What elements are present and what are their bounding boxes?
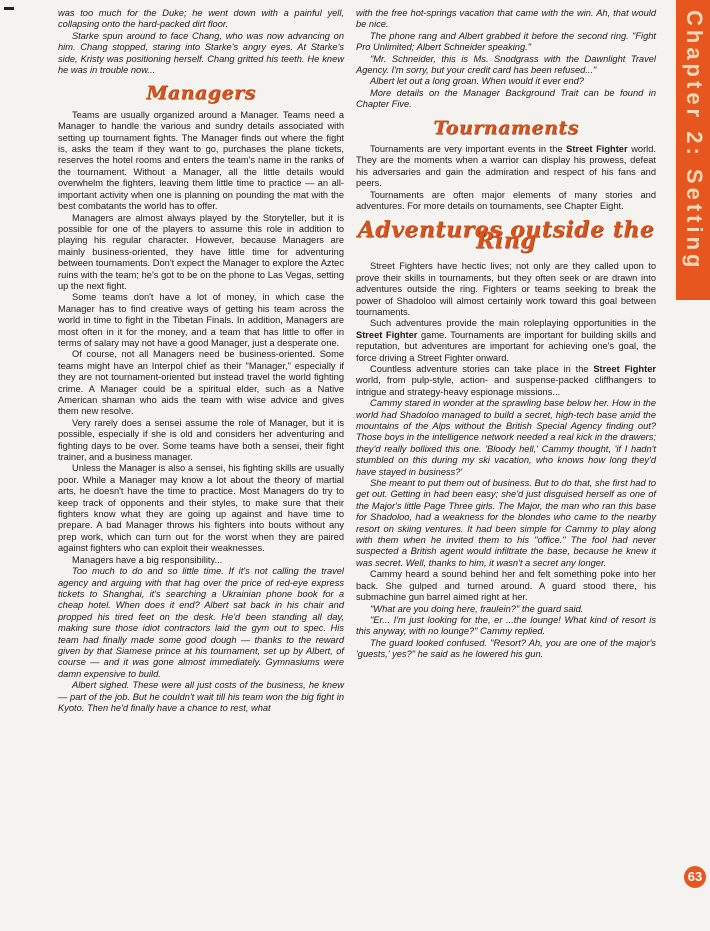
paragraph: Starke spun around to face Chang, who was now advancing on him. Chang stopped, staring into Starke's angry eyes. At Starke's side, Kristy was positioning herself. Chang gritted his teeth. He knew he was in trouble now... bbox=[58, 30, 344, 76]
text-run: Countless adventure stories can take place in the bbox=[370, 363, 594, 374]
paragraph: was too much for the Duke; he went down with a painful yell, collapsing onto the hard-packed dirt floor. bbox=[58, 8, 344, 30]
page-number-badge: 63 bbox=[684, 866, 706, 888]
paragraph: More details on the Manager Background Trait can be found in Chapter Five. bbox=[356, 87, 656, 110]
section-heading-managers: Managers bbox=[146, 82, 256, 105]
paragraph: Tournaments are often major elements of many stories and adventures. For more details on tournaments, see Chapter Eight. bbox=[356, 189, 656, 212]
paragraph: Street Fighters have hectic lives; not only are they called upon to prove their skills in tournaments, but they often seek or are drawn into adventures outside the ring. Fighters or teams seeking to break the power of Shadoloo will almost certainly work toward this goal between tournaments. bbox=[356, 261, 656, 317]
right-column bbox=[356, 8, 656, 661]
paragraph: Too much to do and so little time. If it's not calling the travel agency and arguing with that hag over the price of red-eye express tickets to Shanghai, it's searching a Ukrainian phone book for a cheap hotel. When does it end? Albert sat back in his chair and propped his tired feet on the desk. He'd been standing all day, making sure those idiot contractors laid the gym out to spec. His team had finally made some good dough — thanks to the reward given by that Siamese prince at his tournament, set up by Albert, of course — and it was gone almost immediately. Gymnasiums were damn expensive to build. bbox=[58, 566, 344, 679]
paragraph: with the free hot-springs vacation that came with the win. Ah, that would be nice. bbox=[356, 8, 656, 30]
game-title: Street Fighter bbox=[566, 144, 628, 155]
paragraph: Albert sighed. These were all just costs of the business, he knew — part of the job. But he couldn't wait till his team won the big fight in Kyoto. Then he'd finally have a chance to rest, what bbox=[58, 680, 344, 713]
paragraph: Of course, not all Managers need be business-oriented. Some teams might have an Interpol chief as their "Manager," especially if they are not tournament-oriented but instead travel the world fighting crime. A Manager could be a spiritual elder, such as a Native American shaman who aids the team with wise advice and gives them new resolve. bbox=[58, 349, 344, 417]
chapter-tab bbox=[676, 0, 710, 300]
paragraph: "Er... I'm just looking for the, er ...the lounge! What kind of resort is this anyway, with no lounge?" Cammy replied. bbox=[356, 614, 656, 637]
section-heading-adventures: Adventures outside the Ring bbox=[357, 216, 655, 254]
paragraph bbox=[356, 144, 656, 190]
section-heading-tournaments: Tournaments bbox=[433, 116, 579, 139]
paragraph: She meant to put them out of business. But to do that, she first had to get out. Getting in had been easy; she'd just disguised herself as one of the Major's little Page Three girls. The Major, the man who ran this base for Shadoloo, had a weakness for the blondes who came to the nearby resort on skiing ventures. It had been simple for Cammy to play along with them when he invited them to his "office." The fool had never suspected a British agent would infiltrate the base, because he knew it was secret. Well, thanks to him, it wasn't a secret any longer. bbox=[356, 478, 656, 568]
paragraph: Teams are usually organized around a Manager. Teams need a Manager to handle the various and sundry details associated with setting up tournament fights. The Manager finds out where the fight is, asks the team if they want to go, purchases the plane tickets, reserves the hotel rooms and enters the team's name in the ranks of the tournament. Without a Manager, all the little details would overwhelm the fighters, leaving them little time to practice — an all-important activity when one is planning on pounding the mat with the best combatants the world has to offer. bbox=[58, 109, 344, 212]
paragraph: Some teams don't have a lot of money, in which case the Manager has to find creative ways of getting his team across the world in time to fight in the Tibetan Finals. In addition, Managers are most often in it for the money, and a team that has little to offer in terms of salary may not have a good Manager, just a desperate one. bbox=[58, 292, 344, 348]
game-title: Street Fighter bbox=[356, 329, 418, 340]
paragraph: The phone rang and Albert grabbed it before the second ring. "Fight Pro Unlimited; Albert Schneider speaking." bbox=[356, 30, 656, 53]
text-run: game. Tournaments are important for building skills and reputation, but adventures are important for achieving one's goal, the force driving a Street Fighter onward. bbox=[356, 329, 656, 363]
paragraph: Managers have a big responsibility... bbox=[72, 554, 223, 565]
text-run: Tournaments are very important events in the bbox=[370, 144, 567, 155]
paragraph: "What are you doing here, fraulein?" the guard said. bbox=[370, 603, 584, 614]
margin-mark: ▬ bbox=[4, 2, 14, 13]
left-column bbox=[58, 8, 344, 714]
paragraph: Very rarely does a sensei assume the role of Manager, but it is possible, especially if she is old and considers her adventuring and fighting days to be over. Some teams have both a sensei, their fight trainer, and a business manager. bbox=[58, 417, 344, 463]
text-run: world, from pulp-style, action- and suspense-packed cliffhangers to intrigue and strategy-heavy espionage missions... bbox=[356, 375, 656, 397]
paragraph: Albert let out a long groan. When would it ever end? bbox=[370, 76, 584, 87]
text-run: Such adventures provide the main roleplaying opportunities in the bbox=[370, 318, 656, 329]
paragraph: Cammy stared in wonder at the sprawling base below her. How in the world had Shadoloo managed to build a secret, high-tech base amid the mountains of the Alps without the British Special Agency finding out? Those boys in the intelligence network needed a real kick in the drawers; they'd really bollixed this one. 'Bloody hell,' Cammy thought, 'if I hadn't stumbled on this during my ski vacation, who knows how long they'd have stayed in business?' bbox=[356, 398, 656, 477]
text-run: world. They are the moments when a warrior can display his prowess, defeat his adversaries and gain the admiration and respect of his fans and peers. bbox=[356, 144, 656, 189]
paragraph: Managers are almost always played by the Storyteller, but it is possible for one of the players to assume this role in addition to playing his regular character. However, because Managers are mainly business-oriented, they have little time for adventuring between tournaments. Don't expect the Manager to explore the Aztec ruins with the team; he's got to be on the phone to Las Vegas, setting up the next fight. bbox=[58, 212, 344, 291]
game-title: Street Fighter bbox=[593, 363, 656, 374]
paragraph bbox=[356, 364, 656, 398]
paragraph: "Mr. Schneider, this is Ms. Snodgrass with the Dawnlight Travel Agency. I'm sorry, but your credit card has been refused..." bbox=[356, 53, 656, 76]
chapter-tab-label: Chapter 2: Setting bbox=[682, 10, 707, 272]
paragraph: Unless the Manager is also a sensei, his fighting skills are usually poor. While a Manager may know a lot about the theory of martial arts, he doesn't have the time to practice. Most Managers do try to keep track of opponents and their styles, to make sure that their fighters know what they are going up against and have time to prepare. A bad Manager throws his fighters into bouts without any prep work, which can turn out for the worst when they are paired against fighters who can exploit their weaknesses. bbox=[58, 463, 344, 554]
paragraph: The guard looked confused. "Resort? Ah, you are one of the major's 'guests,' yes?" he said as he lowered his gun. bbox=[356, 637, 656, 660]
paragraph: Cammy heard a sound behind her and felt something poke into her back. She gulped and turned around. A guard stood there, his submachine gun barrel aimed right at her. bbox=[356, 569, 656, 603]
paragraph bbox=[356, 318, 656, 364]
